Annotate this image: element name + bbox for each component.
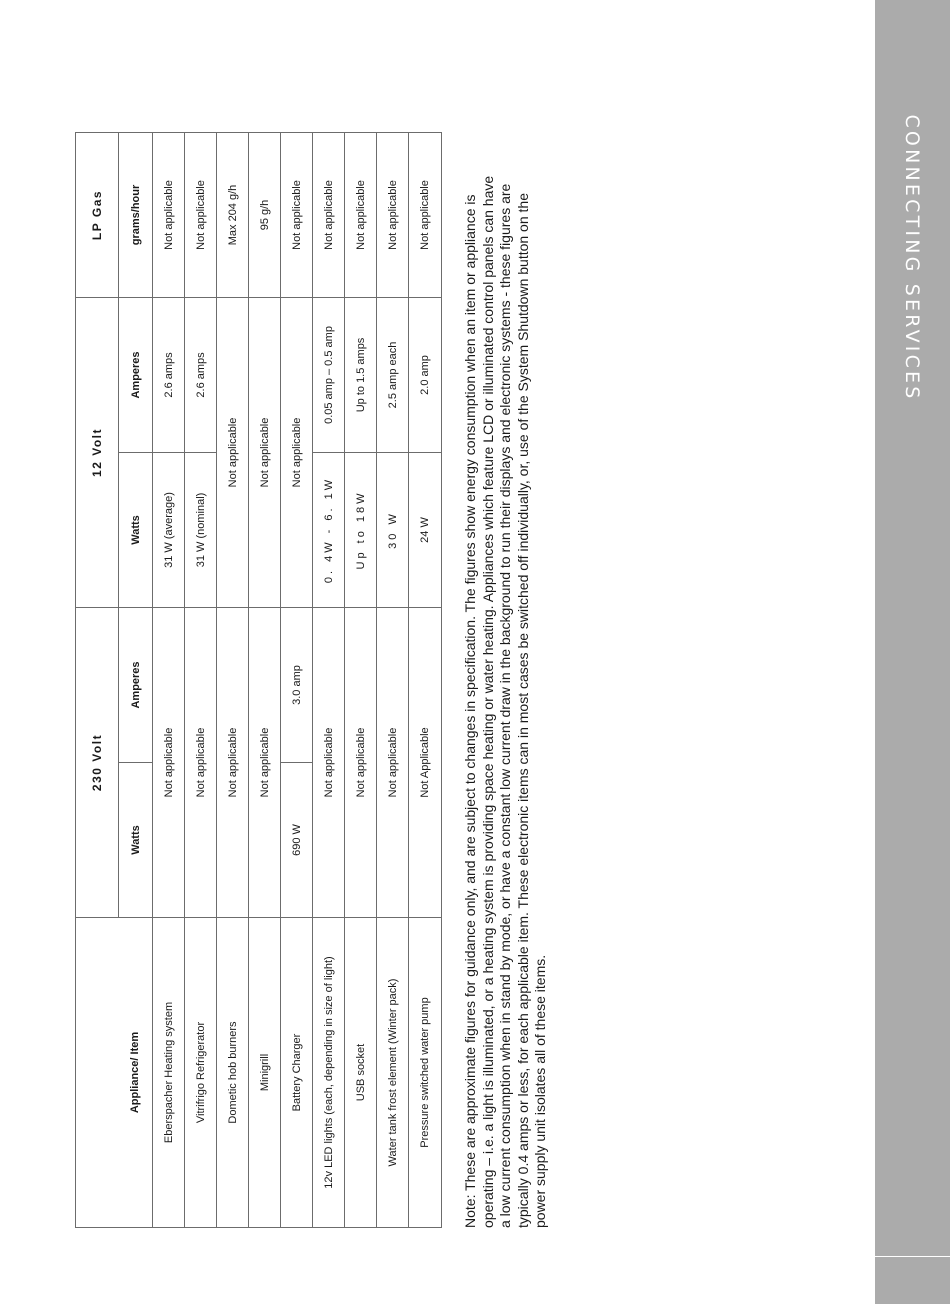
v12-cell: Not applicable [217, 297, 249, 607]
lp-cell: Not applicable [281, 132, 313, 297]
appliance-cell: Minigrill [249, 918, 281, 1228]
table-row [345, 132, 377, 1227]
amperes-12-cell: Up to 1.5 amps [345, 297, 377, 452]
appliance-cell: Battery Charger [281, 918, 313, 1228]
group-lp-header: LP Gas [76, 132, 119, 297]
amperes-230-header: Amperes [119, 607, 153, 762]
lp-cell: 95 g/h [249, 132, 281, 297]
table-row [217, 132, 249, 1227]
v12-cell: Not applicable [249, 297, 281, 607]
table-row [281, 132, 313, 1227]
section-title-text: CONNECTING SERVICES [901, 114, 923, 402]
amperes-12-cell: 2.5 amp each [377, 297, 409, 452]
lp-cell: Not applicable [153, 132, 185, 297]
v230-cell: Not applicable [185, 607, 217, 917]
amperes-12-cell: 2.6 amps [185, 297, 217, 452]
power-consumption-table [75, 132, 442, 1228]
lp-cell: Not applicable [409, 132, 442, 297]
watts-12-cell: 24 W [409, 452, 442, 607]
footnote: Note: These are approximate figures for guidance only, and are subject to changes in specification. The figures show energy consumption when an item or appliance is operating – i.e. a light is illuminated, or a heating system is providing space heating or water heating. Appliances which feature LCD or illuminated control panels can have a low current consumption when in stand by mode, or have a constant low current draw in the background to run their displays and electronic systems - these figures are typically 0.4 amps or less, for each applicable item. These electronic items can in most cases be switched off individually, or, use of the System Shutdown button on the power supply unit isolates all of these items. [462, 175, 548, 1228]
appliance-header: Appliance/ Item [119, 918, 153, 1228]
amperes-12-cell: 2.0 amp [409, 297, 442, 452]
v230-cell: Not applicable [377, 607, 409, 917]
amperes-12-cell: 0.05 amp – 0.5 amp [313, 297, 345, 452]
amperes-12-header: Amperes [119, 297, 153, 452]
amperes-230-cell: 3.0 amp [281, 607, 313, 762]
lp-cell: Not applicable [313, 132, 345, 297]
watts-12-cell: 31 W (average) [153, 452, 185, 607]
watts-12-cell: 31 W (nominal) [185, 452, 217, 607]
table-row [313, 132, 345, 1227]
lp-cell: Not applicable [377, 132, 409, 297]
lp-cell: Not applicable [185, 132, 217, 297]
appliance-cell: Water tank frost element (Winter pack) [377, 918, 409, 1228]
v230-cell: Not applicable [313, 607, 345, 917]
v230-cell: Not Applicable [409, 607, 442, 917]
appliance-cell: USB socket [345, 918, 377, 1228]
lp-cell: Not applicable [345, 132, 377, 297]
table-row [153, 132, 185, 1227]
watts-12-cell: 0. 4W - 6. 1W [313, 452, 345, 607]
table-row [249, 132, 281, 1227]
appliance-header-cell [76, 918, 119, 1228]
amperes-12-cell: 2.6 amps [153, 297, 185, 452]
v12-cell: Not applicable [281, 297, 313, 607]
table-row [409, 132, 442, 1227]
watts-12-cell: Up to 18W [345, 452, 377, 607]
appliance-cell: Eberspacher Heating system [153, 918, 185, 1228]
table-row [377, 132, 409, 1227]
sidebar-divider [875, 1256, 950, 1257]
group-12-header: 12 Volt [76, 297, 119, 607]
v230-cell: Not applicable [153, 607, 185, 917]
watts-12-cell: 30 W [377, 452, 409, 607]
watts-230-header: Watts [119, 763, 153, 918]
appliance-cell: Vitrifrigo Refrigerator [185, 918, 217, 1228]
watts-12-header: Watts [119, 452, 153, 607]
table-row [185, 132, 217, 1227]
appliance-cell: 12v LED lights (each, depending in size of light) [313, 918, 345, 1228]
rotated-content [75, 133, 555, 1228]
v230-cell: Not applicable [249, 607, 281, 917]
lp-cell: Max 204 g/h [217, 132, 249, 297]
v230-cell: Not applicable [217, 607, 249, 917]
group-230-header: 230 Volt [76, 607, 119, 917]
grams-hour-header: grams/hour [119, 132, 153, 297]
v230-cell: Not applicable [345, 607, 377, 917]
appliance-cell: Pressure switched water pump [409, 918, 442, 1228]
watts-230-cell: 690 W [281, 763, 313, 918]
appliance-cell: Dometic hob burners [217, 918, 249, 1228]
